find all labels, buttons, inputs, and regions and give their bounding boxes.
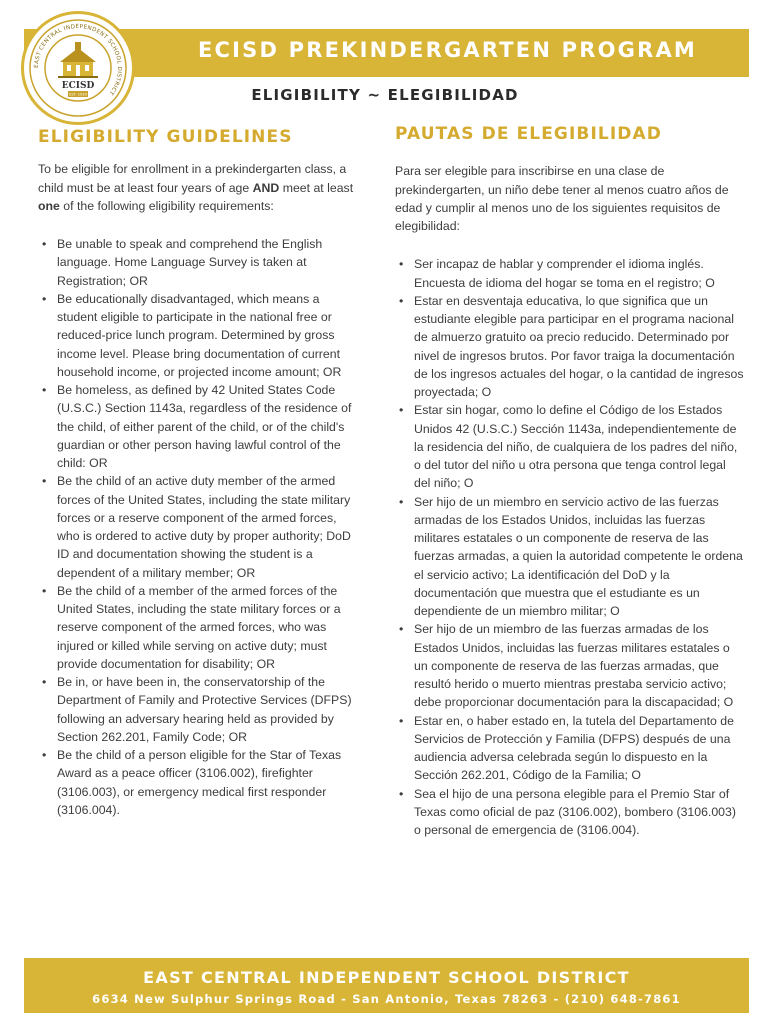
list-item: • Be unable to speak and comprehend the English language. Home Language Survey is taken at Registration; OR bbox=[57, 235, 362, 290]
list-item: • Estar sin hogar, como lo define el Código de los Estados Unidos 42 (U.S.C.) Sección 1143a, independientemente de la residencia del niño, de cualquiera de los padres del niño, o del tutor del niño u otra persona que tenga control legal del niño; O bbox=[414, 401, 745, 492]
list-item: • Be the child of an active duty member of the armed forces of the United States, including the state military forces or a reserve component of the armed forces, who is ordered to active duty by proper authority; DoD ID and documentation showing the student is a dependent of a military member; OR bbox=[57, 472, 362, 582]
list-item: • Be the child of a person eligible for the Star of Texas Award as a peace officer (3106.002), firefighter (3106.003), or emergency medical first responder (3106.004). bbox=[57, 746, 362, 819]
district-name: EAST CENTRAL INDEPENDENT SCHOOL DISTRICT bbox=[143, 968, 630, 987]
seal-graphic bbox=[24, 14, 132, 122]
list-item: • Be educationally disadvantaged, which means a student eligible to participate in the national free or reduced-price lunch program. Determined by gross income level. Please bring documentation of current household income, or projected income amount; OR bbox=[57, 290, 362, 381]
list-item: • Be the child of a member of the armed forces of the United States, including the state military forces or a reserve component of the armed forces, who was injured or killed while serving on active duty; must provide documentation for disability; OR bbox=[57, 582, 362, 673]
seal-est: EST. 1939 bbox=[69, 92, 87, 97]
intro-text: To be eligible for enrollment in a prekindergarten class, a child must be at least four years of age bbox=[38, 162, 347, 195]
list-item: • Ser hijo de un miembro de las fuerzas armadas de los Estados Unidos, incluidas las fuerzas militares estatales o un componente de reserva de las fuerzas armadas, que resultó herido o muerto mientras prestaba servicio activo; debe proporcionar documentación para la discapacidad; O bbox=[414, 620, 745, 711]
list-item: • Sea el hijo de una persona elegible para el Premio Star of Texas como oficial de paz (3106.002), bombero (3106.003) o personal de emergencia de (3106.004). bbox=[414, 785, 745, 840]
spanish-requirements-list bbox=[395, 255, 745, 839]
english-column bbox=[38, 128, 362, 819]
intro-text: meet at least bbox=[279, 180, 354, 195]
program-title: ECISD PREKINDERGARTEN PROGRAM bbox=[198, 38, 697, 62]
list-item: • Ser hijo de un miembro en servicio activo de las fuerzas armadas de los Estados Unidos, incluidas las fuerzas militares estatales o un componente de reserva de las fuerzas armadas, a quien la autoridad competente le ordena el servicio activo; La identificación del DoD y la documentación que muestra que el estudiante es un dependiente de un miembro militar; O bbox=[414, 493, 745, 621]
page-subtitle: ELIGIBILITY ~ ELEGIBILIDAD bbox=[251, 86, 519, 104]
list-item: • Be in, or have been in, the conservatorship of the Department of Family and Protective Services (DFPS) following an adversary hearing held as provided by Section 262.201, Family Code; OR bbox=[57, 673, 362, 746]
spanish-column bbox=[395, 125, 745, 839]
intro-bold-text: one bbox=[38, 198, 60, 213]
list-item: • Ser incapaz de hablar y comprender el idioma inglés. Encuesta de idioma del hogar se toma en el registro; O bbox=[414, 255, 745, 292]
district-address: 6634 New Sulphur Springs Road - San Antonio, Texas 78263 - (210) 648-7861 bbox=[92, 992, 681, 1006]
eligibility-guidelines-heading: ELIGIBILITY GUIDELINES bbox=[38, 127, 293, 147]
intro-text: of the following eligibility requirements: bbox=[59, 198, 274, 213]
english-requirements-list bbox=[38, 235, 362, 819]
intro-bold-text: AND bbox=[252, 180, 280, 195]
seal-name: ECISD bbox=[61, 81, 95, 91]
seal-ring-text: EAST CENTRAL INDEPENDENT SCHOOL DISTRICT bbox=[33, 23, 123, 96]
list-item: • Be homeless, as defined by 42 United States Code (U.S.C.) Section 1143a, regardless of the residence of the child, of either parent of the child, or of the child's guardian or other person having lawful control of the child: OR bbox=[57, 381, 362, 472]
ecisd-seal-logo bbox=[21, 11, 135, 125]
footer-banner bbox=[24, 958, 749, 1013]
list-item: • Estar en desventaja educativa, lo que significa que un estudiante elegible para participar en el programa nacional de almuerzo gratuito oa precio reducido. Determinado por nivel de ingresos brutos. Por favor traiga la documentación de los ingresos actuales del hogar, o la cantidad de ingresos proyectada; O bbox=[414, 292, 745, 402]
pautas-heading: PAUTAS DE ELEGIBILIDAD bbox=[395, 124, 662, 144]
spanish-intro-paragraph: Para ser elegible para inscribirse en una clase de prekindergarten, un niño debe tener al menos cuatro años de edad y cumplir al menos uno de los siguientes requisitos de elegibilidad: bbox=[395, 164, 729, 233]
list-item: • Estar en, o haber estado en, la tutela del Departamento de Servicios de Protección y Familia (DFPS) después de una audiencia adversa celebrada según lo dispuesto en la Sección 262.201, Código de la Familia; O bbox=[414, 712, 745, 785]
english-intro-paragraph bbox=[38, 160, 362, 215]
